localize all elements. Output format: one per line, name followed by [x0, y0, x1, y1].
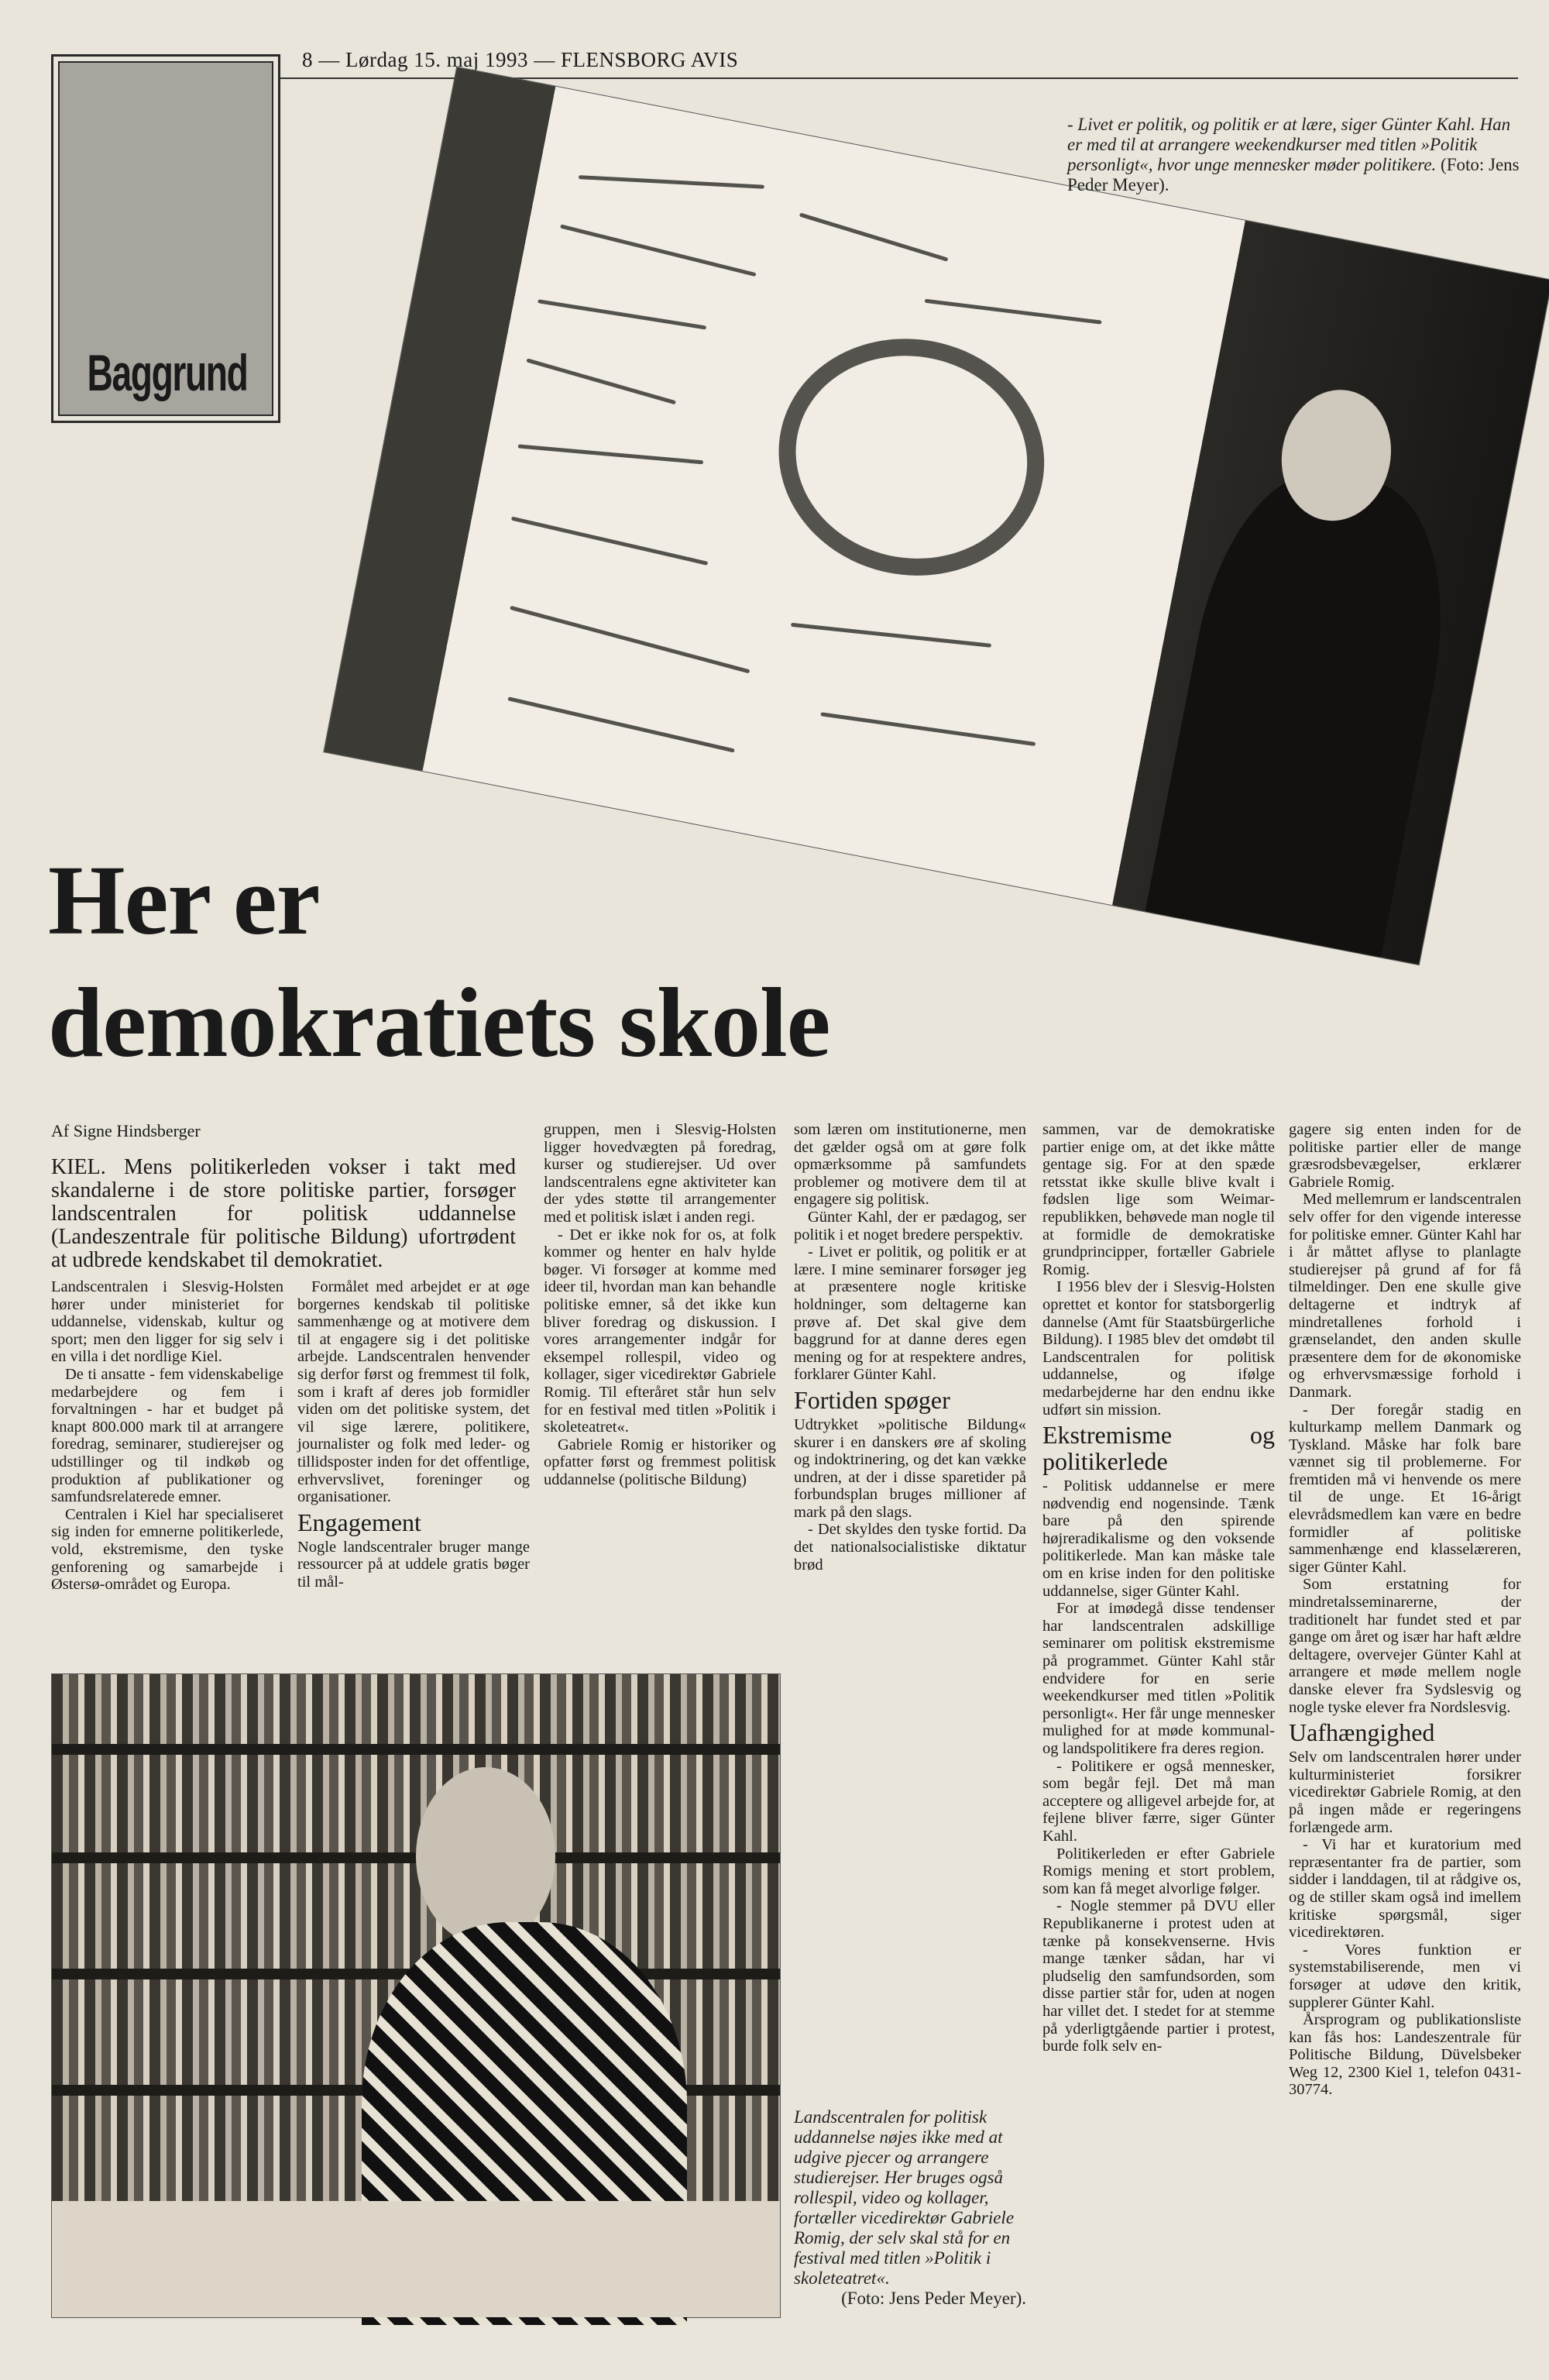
paragraph: For at imødegå disse tendenser har landscentralen adskillige seminarer om politisk ekstremisme på programmet. Günter Kahl står endvidere for en serie weekendkurser med titlen »Politik personligt«. Her får unge mennesker mulighed for at møde kommunal- og landspolitikere fra deres region. — [1042, 1600, 1275, 1757]
section-box — [51, 54, 280, 423]
paragraph: Som erstatning for mindretalsseminarerne, der traditionelt har fundet sted et par gange om året og især har haft ældre deltagere, overvejer Günter Kahl at arrangere et møde mellem nogle danske elever fra Sydslesvig og nogle tyske elever fra Nordslesvig. — [1289, 1576, 1522, 1716]
paragraph: som læren om institutionerne, men det gælder også om at gøre folk opmærksomme på samfundets problemer og motivere dem til at engagere sig politisk. — [794, 1121, 1026, 1209]
article-column-5 — [1042, 1121, 1275, 2055]
headline-line-1: Her er — [48, 845, 320, 955]
lead-paragraph: KIEL. Mens politikerleden vokser i takt med skandalerne i de store politiske partier, forsøger landscentralen for politisk uddannelse (Landeszentrale für politische Bildung) ufortrødent at udbrede kendskabet til demokratiet. — [51, 1155, 516, 1272]
woman-head — [416, 1767, 555, 1945]
paragraph: Årsprogram og publikationsliste kan fås hos: Landeszentrale für Politische Bildung, Düvelsbeker Weg 12, 2300 Kiel 1, telefon 0431-30774. — [1289, 2011, 1521, 2099]
paragraph: gagere sig enten inden for de politiske partier eller de mange græsrodsbevægelser, erklærer Gabriele Romig. — [1289, 1121, 1521, 1191]
article-column-4 — [794, 1121, 1026, 1573]
paragraph: Günter Kahl, der er pædagog, ser politik i et noget bredere perspektiv. — [794, 1208, 1026, 1243]
article-column-1 — [51, 1278, 283, 1594]
paragraph: Landscentralen i Slesvig-Holsten hører under ministeriet for uddannelse, videnskab, kultur og sport; men den ligger for sig selv i en villa i det nordlige Kiel. — [51, 1278, 283, 1366]
byline: Af Signe Hindsberger — [51, 1121, 201, 1140]
paragraph: Udtrykket »politische Bildung« skurer i en danskers øre af skoling og indoktrinering, og det kan vække undren, at der i disse sparetider på forbundsplan bruges millioner af mark på den slags. — [794, 1415, 1026, 1521]
page-dateline: 8 — Lørdag 15. maj 1993 — FLENSBORG AVIS — [302, 48, 739, 71]
paragraph: Med mellemrum er landscentralen selv offer for den vigende interesse for politiske emner. Günter Kahl har i år måttet aflyse to planlagte studierejser på grund af for få tilmeldinger. Den ene skulle give deltagerne et indtryk af mindretallenes forhold i grænselandet, den anden skulle præsentere dem for de økonomiske og erhvervsmæssige forhold i Danmark. — [1289, 1191, 1521, 1401]
photo-top-caption — [1067, 115, 1521, 195]
paragraph: Gabriele Romig er historiker og opfatter først og fremmest politisk uddannelse (politische Bildung) — [544, 1436, 776, 1488]
paragraph: - Vi har et kuratorium med repræsentanter fra de partier, som sidder i landdagen, til at rådgive os, og de stiller skam også ind imellem kritiske spørgsmål, siger vicedirektøren. — [1289, 1836, 1521, 1941]
paragraph: - Det er ikke nok for os, at folk kommer og henter en halv hylde bøger. Vi forsøger at komme med ideer til, hvordan man kan behandle politiske emner, så det ikke kun bliver foredrag og diskussion. I vores arrangementer indgår for eksempel rollespil, video og kollager, siger vicedirektør Gabriele Romig. Til efteråret står hun selv for en festival med titlen »Politik i skoleteatret«. — [544, 1226, 776, 1436]
photo-signature-board — [323, 67, 1549, 966]
paragraph: - Nogle stemmer på DVU eller Republikanerne i protest uden at tænke på konsekvenserne. Hvis mange tænker sådan, har vi pludselig den samfundsorden, som disse partier står for, uden at nogen har villet det. I stedet for at stemme på yderligtgående partier i protest, burde folk selv en- — [1042, 1897, 1275, 2055]
headline-line-2: demokratiets skole — [48, 968, 830, 1078]
photo-bottom-credit: (Foto: Jens Peder Meyer). — [841, 2289, 1026, 2308]
desk — [52, 2201, 780, 2317]
paragraph: - Vores funktion er systemstabiliserende, men vi forsøger at udøve den kritik, supplerer Günter Kahl. — [1289, 1941, 1521, 2011]
paragraph: - Politikere er også mennesker, som begår fejl. Det må man acceptere og alligevel arbejde for, at fejlene bliver færre, siger Günter Kahl. — [1042, 1757, 1275, 1845]
subheading-uafhaengighed: Uafhængighed — [1289, 1718, 1435, 1747]
paragraph: - Der foregår stadig en kulturkamp mellem Danmark og Tyskland. Måske har folk bare vænnet sig til problemerne. For fremtiden må vi henvende os mere til de unge. Et 16-årigt elevrådsmedlem kan være en bedre formidler af politiske sammenhænge end klasselæreren, siger Günter Kahl. — [1289, 1401, 1521, 1576]
man-figure — [1145, 455, 1470, 957]
photo-bottom-caption — [794, 2107, 1026, 2309]
paragraph: Politikerleden er efter Gabriele Romigs mening et stort problem, som kan få meget alvorlige følger. — [1042, 1845, 1275, 1897]
paragraph: Nogle landscentraler bruger mange ressourcer på at uddele gratis bøger til mål- — [297, 1538, 530, 1591]
board-drawing — [758, 316, 1065, 598]
section-label: Baggrund — [87, 344, 248, 401]
paragraph: I 1956 blev der i Slesvig-Holsten oprettet et kontor for statsborgerlig dannelse (Amt für Staatsbürgerliche Bildung). I 1985 blev det omdøbt til Landscentralen for politisk uddannelse, og ifølge medarbejderne har den endnu ikke udført sin mission. — [1042, 1278, 1275, 1419]
subheading-fortiden: Fortiden spøger — [794, 1385, 950, 1414]
paragraph: - Livet er politik, og politik er at lære. I mine seminarer forsøger jeg at præsentere nogle kritiske holdninger, som deltagerne kan prøve af. Det skal give dem baggrund for at danne deres egen mening og for at respektere andres, forklarer Günter Kahl. — [794, 1243, 1026, 1384]
paragraph: De ti ansatte - fem videnskabelige medarbejdere og fem i forvaltningen - har et budget på knapt 800.000 mark til at arrangere foredrag, seminarer, studierejser og udstillinger og til indkøb og produktion af publikationer og samfundsrelaterede emner. — [51, 1365, 283, 1506]
paragraph: Formålet med arbejdet er at øge borgernes kendskab til politiske sammenhænge og at motivere dem til at engagere sig i det politiske arbejde. Landscentralen henvender sig derfor først og fremmest til folk, som i kraft af deres job formidler viden om det politiske system, det vil sige lærere, politikere, journalister og folk med leder- og tillidsposter inden for det offentlige, erhvervslivet, foreninger og organisationer. — [297, 1278, 530, 1506]
paragraph: sammen, var de demokratiske partier enige om, at det ikke måtte gentage sig. For at den spæde retsstat ikke skulle blive kvalt i fødslen lige som Weimar-republikken, behøvede man nogle til at formidle de demokratiske grundprincipper, fortæller Gabriele Romig. — [1042, 1121, 1276, 1278]
photo-vicedirector — [51, 1673, 781, 2318]
subheading-engagement: Engagement — [297, 1508, 421, 1536]
paragraph: Selv om landscentralen hører under kulturministeriet forsikrer vicedirektør Gabriele Romig, at den på ingen måde er regeringens forlængede arm. — [1289, 1749, 1521, 1836]
article-column-2 — [297, 1278, 530, 1591]
photo-bottom-caption-text: Landscentralen for politisk uddannelse nøjes ikke med at udgive pjecer og arrangere studierejser. Her bruges også rollespil, video og kollager, fortæller vicedirektør Gabriele Romig, der selv skal stå for en festival med titlen »Politik i skoleteatret«. — [794, 2107, 1015, 2288]
photo-top-credit: (Foto: Jens Peder Meyer). — [1067, 155, 1520, 194]
article-column-3 — [544, 1121, 776, 1488]
subheading-ekstremisme: Ekstremisme og politikerlede — [1042, 1421, 1275, 1476]
photo-top-caption-text: - Livet er politik, og politik er at lære, siger Günter Kahl. Han er med til at arrangere weekendkurser med titlen »Politik personligt«, hvor unge mennesker møder politikere. — [1067, 115, 1511, 174]
paragraph: - Det skyldes den tyske fortid. Da det nationalsocialistiske diktatur brød — [794, 1521, 1026, 1573]
paragraph: Centralen i Kiel har specialiseret sig inden for emnerne politikerlede, vold, ekstremisme, den tyske genforening og samarbejde i Østersø-området og Europa. — [51, 1505, 283, 1594]
article-column-6 — [1289, 1121, 1521, 2099]
paragraph: gruppen, men i Slesvig-Holsten ligger hovedvægten på foredrag, kurser og studierejser. Ud over landscentralens egne aktiviteter kan der ydes støtte til arrangementer med et politisk islæt i anden regi. — [544, 1121, 776, 1226]
paragraph: - Politisk uddannelse er mere nødvendig end nogensinde. Tænk bare på den spirende højreradikalisme og den voksende politikerlede. Man kan måske tale om en krise inden for den politiske uddannelse, siger Günter Kahl. — [1042, 1477, 1275, 1600]
